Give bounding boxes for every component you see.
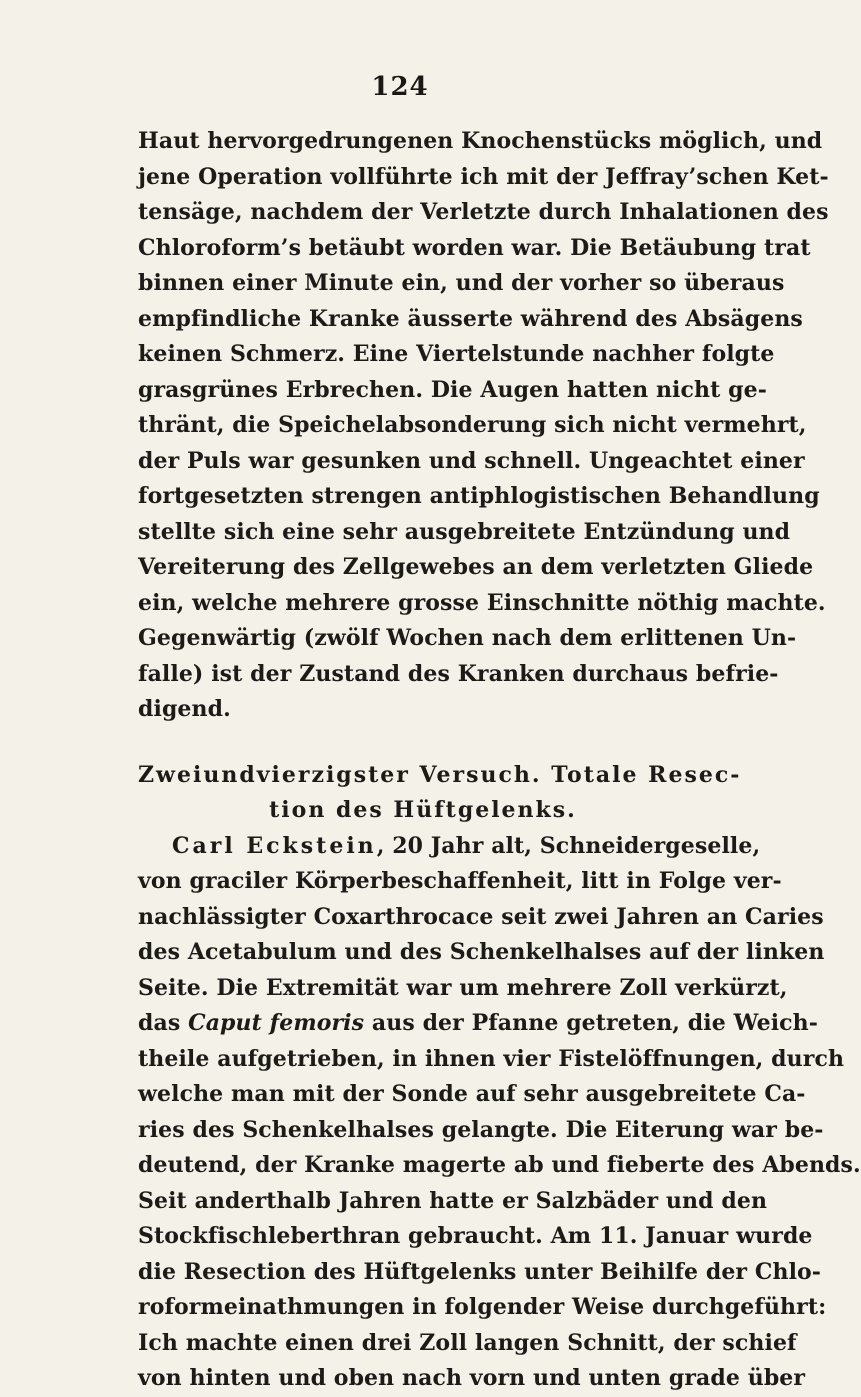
text-line: grasgrünes Erbrechen. Die Augen hatten nicht ge- — [138, 376, 767, 403]
text-line: welche man mit der Sonde auf sehr ausgebreitete Ca- — [138, 1081, 806, 1107]
text-line: deutend, der Kranke magerte ab und fieberte des Abends. — [138, 1152, 861, 1178]
text-line: der Puls war gesunken und schnell. Ungeachtet einer — [138, 447, 805, 474]
text-line: empfindliche Kranke äusserte während des Absägens — [138, 305, 803, 332]
text-line: Gegenwärtig (zwölf Wochen nach dem erlittenen Un- — [138, 625, 797, 651]
patient-name: Carl Eckstein — [172, 832, 377, 859]
page-number: 124 — [371, 72, 429, 102]
text-line: von hinten und oben nach vorn und unten grade über — [138, 1365, 806, 1391]
text-fragment: das — [138, 1010, 189, 1036]
text-line: tensäge, nachdem der Verletzte durch Inhalationen des — [138, 199, 829, 225]
text-line: falle) ist der Zustand des Kranken durchaus befrie- — [138, 660, 779, 687]
text-line: stellte sich eine sehr ausgebreitete Entzündung und — [138, 518, 791, 545]
text-line: roformeinathmungen in folgender Weise durchgeführt: — [138, 1294, 827, 1320]
experiment-heading — [138, 758, 742, 829]
heading-line: tion des Hüftgelenks. — [269, 797, 577, 823]
text-line: nachlässigter Coxarthrocace seit zwei Jahren an Caries — [138, 903, 824, 930]
text-line: fortgesetzten strengen antiphlogistischen Behandlung — [138, 483, 820, 509]
latin-term: Caput femoris — [188, 1010, 365, 1036]
text-line: Seit anderthalb Jahren hatte er Salzbäder und den — [138, 1187, 768, 1214]
text-fragment: , 20 Jahr alt, Schneidergeselle, — [376, 832, 761, 859]
paragraph-continuation — [138, 124, 829, 728]
text-line: Ich machte einen drei Zoll langen Schnitt, der schief — [138, 1329, 797, 1356]
text-line: digend. — [138, 696, 231, 722]
text-line: Stockfischleberthran gebraucht. Am 11. Januar wurde — [138, 1223, 813, 1249]
text-line: Haut hervorgedrungenen Knochenstücks möglich, und — [138, 128, 823, 154]
text-line: jene Operation vollführte ich mit der Jeffray’schen Ket- — [138, 163, 829, 190]
section-gap — [138, 728, 708, 758]
text-line — [138, 829, 761, 865]
text-line: von graciler Körperbeschaffenheit, litt in Folge ver- — [138, 868, 782, 894]
text-body — [138, 124, 861, 1397]
experiment-paragraph — [138, 829, 861, 1397]
text-fragment: aus der Pfanne getreten, die Weich- — [364, 1010, 818, 1036]
heading-line: Zweiundvierzigster Versuch. Totale Resec- — [138, 761, 742, 788]
text-line: des Acetabulum und des Schenkelhalses auf der linken — [138, 939, 825, 965]
text-line: Chloroform’s betäubt worden war. Die Betäubung trat — [138, 234, 811, 261]
text-line: ries des Schenkelhalses gelangte. Die Eiterung war be- — [138, 1116, 824, 1143]
text-line: thränt, die Speichelabsonderung sich nicht vermehrt, — [138, 412, 807, 438]
text-line: die Resection des Hüftgelenks unter Beihilfe der Chlo- — [138, 1258, 822, 1285]
text-line: ein, welche mehrere grosse Einschnitte nöthig machte. — [138, 589, 826, 616]
text-line — [138, 1006, 818, 1042]
text-line: theile aufgetrieben, in ihnen vier Fistelöffnungen, durch — [138, 1045, 845, 1072]
text-line: keinen Schmerz. Eine Viertelstunde nachher folgte — [138, 341, 775, 367]
text-line: binnen einer Minute ein, und der vorher so überaus — [138, 270, 785, 296]
text-line: Vereiterung des Zellgewebes an dem verletzten Gliede — [138, 554, 814, 580]
text-line: Seite. Die Extremität war um mehrere Zoll verkürzt, — [138, 974, 788, 1001]
